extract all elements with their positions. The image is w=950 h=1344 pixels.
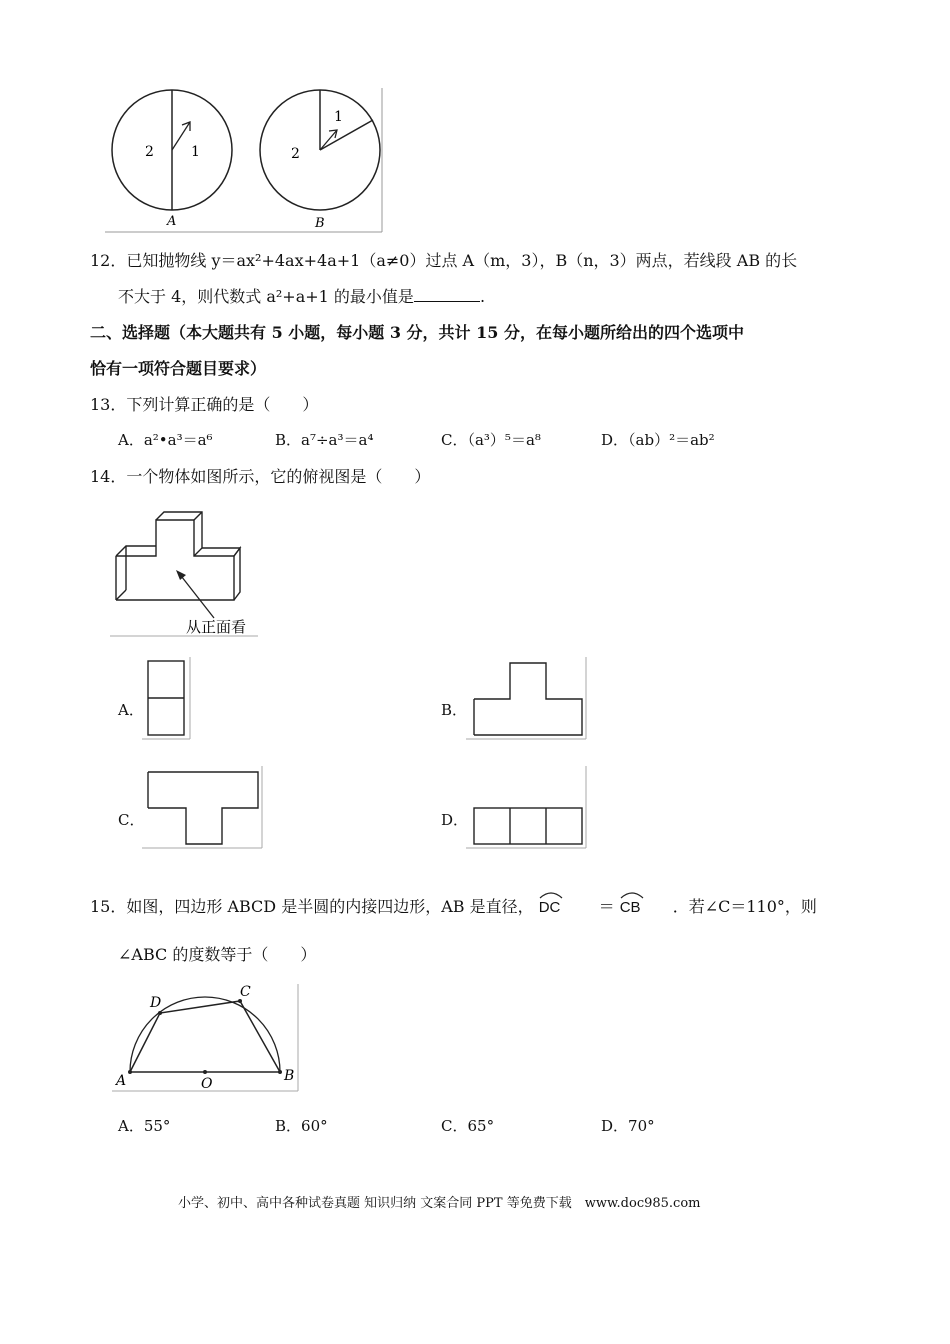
q14-option-c-label: C．	[118, 811, 145, 829]
q13-option-a: A．a²•a³＝a⁶	[118, 431, 213, 449]
q15-stem-line1	[90, 893, 817, 919]
q14-option-a-figure	[142, 657, 192, 741]
spinner-a-region-2: 2	[145, 144, 154, 160]
q14-stem: 14．一个物体如图所示，它的俯视图是（ ）	[90, 467, 431, 486]
spinner-b-caption: B	[315, 216, 325, 231]
q15-semicircle-figure	[112, 984, 302, 1096]
point-b: B	[284, 1068, 295, 1084]
q14-option-d-label: D．	[441, 811, 469, 829]
q14-option-d-figure	[466, 766, 590, 850]
page-footer: 小学、初中、高中各种试卷真题 知识归纳 文案合同 PPT 等免费下载 www.doc985.com	[178, 1196, 701, 1211]
section2-heading-line2: 恰有一项符合题目要求）	[90, 359, 267, 378]
q13-option-d: D．（ab）²＝ab²	[601, 431, 715, 449]
q12-line2-end: .	[479, 287, 486, 306]
spinner-a-caption: A	[167, 214, 177, 229]
q15-option-c: C．65°	[441, 1117, 495, 1135]
q15-option-a: A．55°	[118, 1117, 171, 1135]
q15-equals: ＝	[598, 897, 615, 916]
q14-option-c-figure	[142, 766, 266, 850]
q15-stem-start: 15．如图，四边形 ABCD 是半圆的内接四边形，AB 是直径，	[90, 897, 534, 916]
spinner-figure	[105, 88, 385, 234]
q13-stem: 13．下列计算正确的是（ ）	[90, 395, 319, 414]
q12-line2	[118, 285, 485, 308]
q15-option-d: D．70°	[601, 1117, 655, 1135]
q15-stem-line2: ∠ABC 的度数等于（ ）	[118, 945, 317, 964]
spinner-b-region-2: 2	[291, 146, 300, 162]
point-a: A	[116, 1073, 127, 1089]
q14-solid-figure	[110, 508, 260, 640]
q13-option-c: C．（a³）⁵＝a⁸	[441, 431, 541, 449]
spinner-a-region-1: 1	[191, 144, 200, 160]
q15-stem-end: ．若∠C＝110°，则	[672, 897, 817, 916]
point-c: C	[240, 984, 251, 1000]
q15-option-b: B．60°	[275, 1117, 328, 1135]
q13-option-b: B．a⁷÷a³＝a⁴	[275, 431, 374, 449]
q12-line2-text: 不大于 4，则代数式 a²+a+1 的最小值是	[118, 287, 414, 306]
point-o: O	[201, 1076, 213, 1092]
arc-dc: DC	[539, 893, 561, 919]
q14-option-b-label: B．	[441, 701, 468, 719]
arc-cb: CB	[620, 893, 641, 919]
answer-blank	[414, 285, 480, 302]
q12-line1: 12．已知抛物线 y＝ax²+4ax+4a+1（a≠0）过点 A（m，3），B（n，3）两点，若线段 AB 的长	[90, 251, 798, 270]
q14-view-caption: 从正面看	[186, 619, 247, 636]
spinner-b-region-1: 1	[334, 109, 343, 125]
q14-option-b-figure	[466, 657, 590, 741]
q14-option-a-label: A．	[118, 701, 144, 719]
section2-heading-line1: 二、选择题（本大题共有 5 小题，每小题 3 分，共计 15 分，在每小题所给出的四个选项中	[90, 323, 744, 342]
point-d: D	[150, 995, 162, 1011]
